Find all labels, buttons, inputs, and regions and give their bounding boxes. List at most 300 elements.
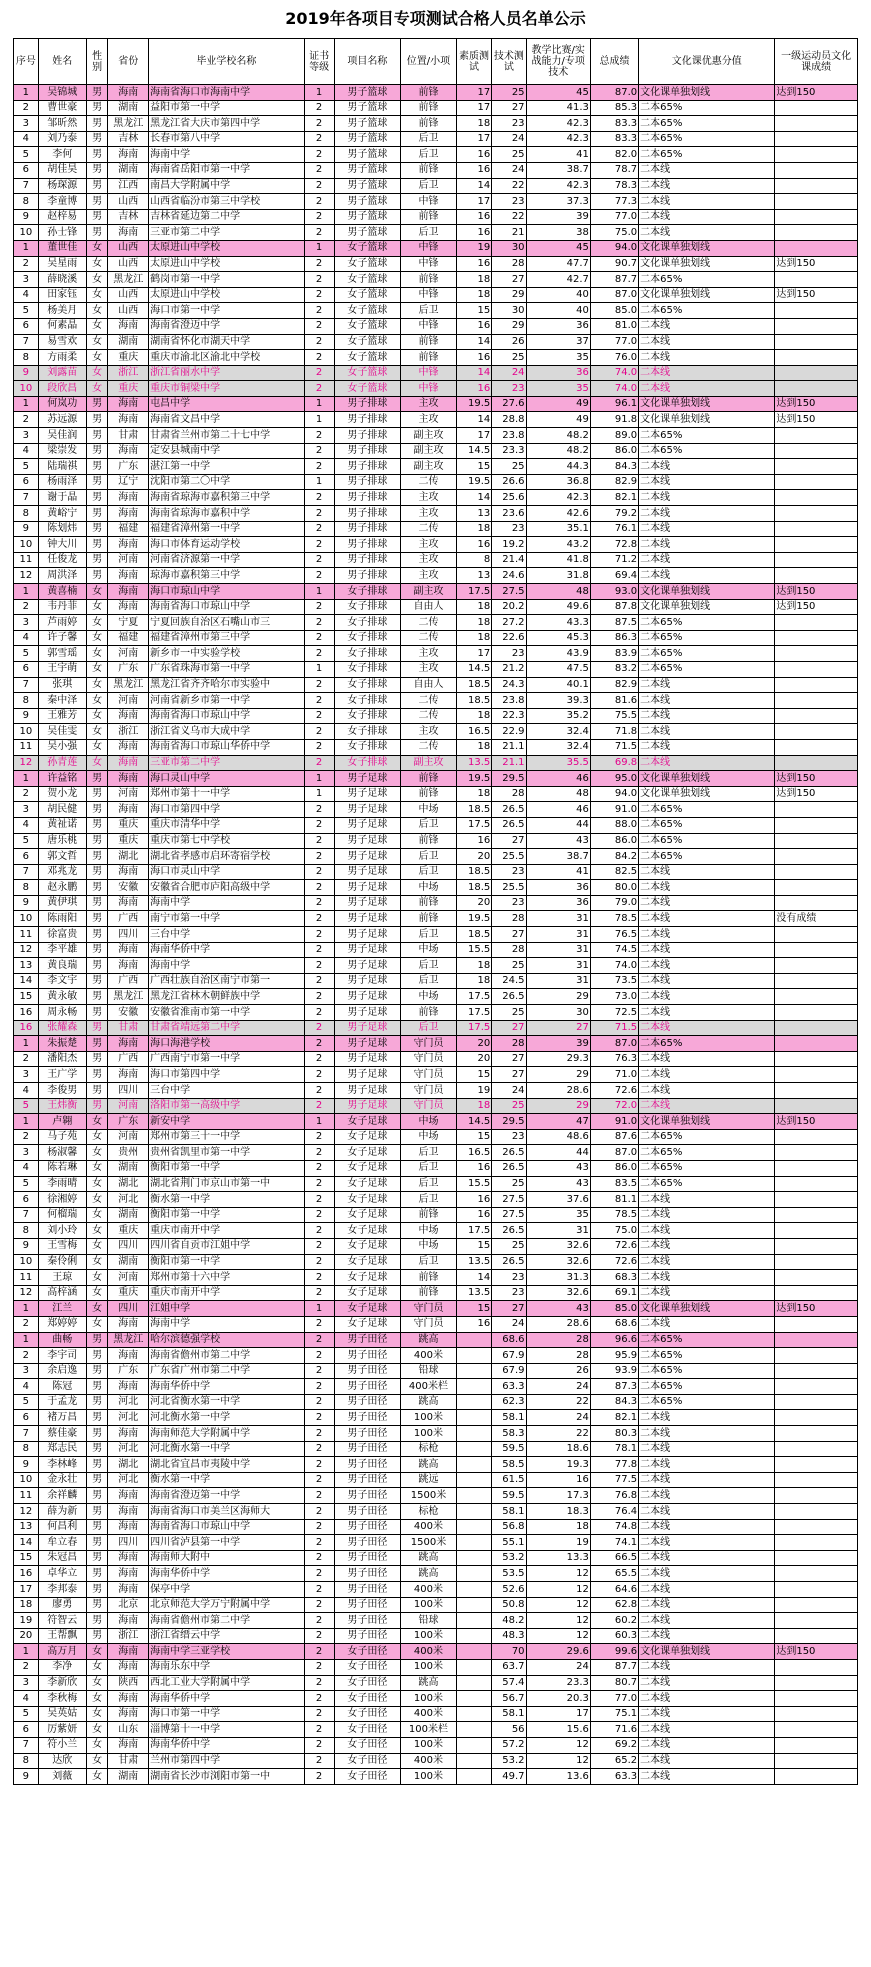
cell-province: 海南 <box>108 1426 149 1442</box>
cell-name: 黄永敏 <box>38 989 86 1005</box>
table-row <box>14 100 858 116</box>
cell-match-score: 31 <box>526 1223 590 1239</box>
cell-gender: 男 <box>86 864 107 880</box>
header-seq: 序号 <box>14 39 39 85</box>
cell-school: 海南省岳阳市第一中学 <box>149 162 305 178</box>
cell-total-score: 84.3 <box>590 1394 638 1410</box>
cell-position: 副主攻 <box>401 459 457 475</box>
cell-match-score: 44 <box>526 817 590 833</box>
table-row <box>14 1254 858 1270</box>
cell-seq: 9 <box>14 1769 39 1785</box>
cell-total-score: 83.9 <box>590 646 638 662</box>
cell-skill-score: 56 <box>492 1722 526 1738</box>
cell-fitness-score <box>456 1472 491 1488</box>
cell-cert-level: 2 <box>304 1176 334 1192</box>
cell-skill-score: 20.2 <box>492 599 526 615</box>
cell-match-score: 32.6 <box>526 1254 590 1270</box>
cell-fitness-score: 13.5 <box>456 1254 491 1270</box>
cell-gender: 男 <box>86 1379 107 1395</box>
cell-gender: 男 <box>86 506 107 522</box>
cell-culture-score <box>775 131 858 147</box>
table-row <box>14 506 858 522</box>
table-row <box>14 739 858 755</box>
cell-position: 自由人 <box>401 677 457 693</box>
cell-gender: 男 <box>86 1036 107 1052</box>
cell-total-score: 76.0 <box>590 350 638 366</box>
cell-culture-score <box>775 116 858 132</box>
cell-fitness-score <box>456 1582 491 1598</box>
cell-culture-score <box>775 1613 858 1629</box>
cell-fitness-score <box>456 1706 491 1722</box>
cell-gender: 女 <box>86 630 107 646</box>
cell-fitness-score: 16 <box>456 1192 491 1208</box>
cell-culture-bonus: 二本线 <box>639 1769 775 1785</box>
cell-name: 卢翱 <box>38 1114 86 1130</box>
cell-fitness-score: 15 <box>456 1129 491 1145</box>
cell-total-score: 95.0 <box>590 771 638 787</box>
cell-cert-level: 2 <box>304 1285 334 1301</box>
cell-cert-level: 2 <box>304 303 334 319</box>
cell-culture-bonus: 二本线 <box>639 1566 775 1582</box>
cell-position: 1500米 <box>401 1535 457 1551</box>
cell-position: 副主攻 <box>401 584 457 600</box>
cell-seq: 10 <box>14 1254 39 1270</box>
cell-total-score: 65.5 <box>590 1566 638 1582</box>
cell-fitness-score: 17.5 <box>456 817 491 833</box>
cell-skill-score: 28 <box>492 911 526 927</box>
cell-culture-bonus: 文化课单独划线 <box>639 85 775 101</box>
cell-event: 女子排球 <box>334 708 400 724</box>
cell-culture-bonus: 二本线 <box>639 942 775 958</box>
cell-school: 衡阳市第一中学 <box>149 1207 305 1223</box>
cell-culture-score <box>775 880 858 896</box>
cell-school: 湖北省宜昌市夷陵中学 <box>149 1457 305 1473</box>
cell-culture-score <box>775 1160 858 1176</box>
cell-province: 四川 <box>108 1238 149 1254</box>
cell-match-score: 23.3 <box>526 1675 590 1691</box>
cell-fitness-score: 19.5 <box>456 911 491 927</box>
cell-total-score: 76.8 <box>590 1488 638 1504</box>
cell-school: 广西南宁市第一中学 <box>149 1051 305 1067</box>
cell-fitness-score: 8 <box>456 552 491 568</box>
cell-fitness-score <box>456 1722 491 1738</box>
cell-culture-score <box>775 849 858 865</box>
cell-position: 后卫 <box>401 927 457 943</box>
cell-name: 高万月 <box>38 1644 86 1660</box>
cell-event: 男子田径 <box>334 1441 400 1457</box>
cell-culture-score <box>775 1192 858 1208</box>
cell-position: 跳高 <box>401 1457 457 1473</box>
cell-seq: 6 <box>14 318 39 334</box>
cell-cert-level: 2 <box>304 1613 334 1629</box>
cell-total-score: 93.9 <box>590 1363 638 1379</box>
cell-culture-bonus: 二本65% <box>639 849 775 865</box>
cell-cert-level: 2 <box>304 1659 334 1675</box>
cell-match-score: 31 <box>526 911 590 927</box>
cell-match-score: 48.2 <box>526 428 590 444</box>
cell-skill-score: 27 <box>492 1301 526 1317</box>
cell-event: 男子篮球 <box>334 178 400 194</box>
cell-name: 李文宇 <box>38 973 86 989</box>
table-row <box>14 1535 858 1551</box>
table-row <box>14 958 858 974</box>
cell-match-score: 48.2 <box>526 443 590 459</box>
cell-event: 女子篮球 <box>334 350 400 366</box>
cell-match-score: 39 <box>526 1036 590 1052</box>
cell-school: 浙江省丽水中学 <box>149 365 305 381</box>
cell-name: 秦中泽 <box>38 693 86 709</box>
cell-culture-score <box>775 428 858 444</box>
cell-match-score: 43.2 <box>526 537 590 553</box>
cell-culture-bonus: 二本线 <box>639 1207 775 1223</box>
cell-province: 广东 <box>108 661 149 677</box>
cell-skill-score: 28.8 <box>492 412 526 428</box>
cell-school: 海南省海口市琼山中学 <box>149 599 305 615</box>
cell-name: 陈雨阳 <box>38 911 86 927</box>
cell-culture-bonus: 二本线 <box>639 209 775 225</box>
cell-culture-bonus: 二本线 <box>639 552 775 568</box>
cell-fitness-score <box>456 1519 491 1535</box>
cell-culture-bonus: 文化课单独划线 <box>639 1301 775 1317</box>
cell-culture-score <box>775 1238 858 1254</box>
cell-fitness-score: 18 <box>456 287 491 303</box>
cell-school: 海口市第四中学 <box>149 802 305 818</box>
cell-name: 孙青莲 <box>38 755 86 771</box>
cell-culture-bonus: 二本线 <box>639 989 775 1005</box>
cell-skill-score: 27.5 <box>492 1207 526 1223</box>
table-row <box>14 1644 858 1660</box>
cell-gender: 女 <box>86 1114 107 1130</box>
cell-match-score: 32.4 <box>526 724 590 740</box>
cell-seq: 3 <box>14 802 39 818</box>
cell-fitness-score <box>456 1332 491 1348</box>
cell-culture-score <box>775 1675 858 1691</box>
cell-culture-bonus: 二本线 <box>639 521 775 537</box>
cell-culture-bonus: 二本65% <box>639 1394 775 1410</box>
cell-name: 徐湘婷 <box>38 1192 86 1208</box>
cell-position: 主攻 <box>401 396 457 412</box>
cell-cert-level: 2 <box>304 459 334 475</box>
cell-province: 吉林 <box>108 209 149 225</box>
cell-seq: 17 <box>14 1582 39 1598</box>
cell-school: 海南中学 <box>149 958 305 974</box>
cell-fitness-score: 18.5 <box>456 693 491 709</box>
cell-province: 河南 <box>108 1098 149 1114</box>
header-name: 姓名 <box>38 39 86 85</box>
cell-total-score: 84.2 <box>590 849 638 865</box>
cell-province: 湖南 <box>108 1207 149 1223</box>
cell-skill-score: 26.6 <box>492 474 526 490</box>
cell-province: 湖南 <box>108 1769 149 1785</box>
cell-total-score: 77.5 <box>590 1472 638 1488</box>
cell-school: 海口市第一中学 <box>149 1706 305 1722</box>
cell-match-score: 24 <box>526 1410 590 1426</box>
cell-fitness-score: 16 <box>456 209 491 225</box>
cell-province: 山东 <box>108 1722 149 1738</box>
cell-gender: 男 <box>86 1628 107 1644</box>
cell-seq: 9 <box>14 1238 39 1254</box>
cell-name: 邓兆龙 <box>38 864 86 880</box>
cell-school: 海口市体育运动学校 <box>149 537 305 553</box>
cell-gender: 女 <box>86 646 107 662</box>
cell-culture-score <box>775 1597 858 1613</box>
cell-fitness-score <box>456 1535 491 1551</box>
header-position: 位置/小项 <box>401 39 457 85</box>
cell-province: 海南 <box>108 147 149 163</box>
cell-name: 廖勇 <box>38 1597 86 1613</box>
cell-fitness-score: 15.5 <box>456 1176 491 1192</box>
cell-position: 400米栏 <box>401 1379 457 1395</box>
cell-culture-score <box>775 443 858 459</box>
cell-position: 前锋 <box>401 1270 457 1286</box>
cell-match-score: 43.9 <box>526 646 590 662</box>
cell-school: 广西壮族自治区南宁市第一 <box>149 973 305 989</box>
cell-skill-score: 24 <box>492 1316 526 1332</box>
cell-cert-level: 2 <box>304 864 334 880</box>
cell-culture-bonus: 二本线 <box>639 1238 775 1254</box>
cell-cert-level: 2 <box>304 521 334 537</box>
cell-school: 河南省新乡市第一中学 <box>149 693 305 709</box>
cell-culture-score <box>775 1504 858 1520</box>
cell-skill-score: 25 <box>492 1176 526 1192</box>
cell-fitness-score: 13.5 <box>456 755 491 771</box>
cell-position: 1500米 <box>401 1488 457 1504</box>
cell-culture-score <box>775 1254 858 1270</box>
cell-name: 苏远源 <box>38 412 86 428</box>
cell-seq: 7 <box>14 864 39 880</box>
cell-event: 女子田径 <box>334 1722 400 1738</box>
cell-name: 朱振楚 <box>38 1036 86 1052</box>
cell-name: 李林峰 <box>38 1457 86 1473</box>
cell-school: 洛阳市第一高级中学 <box>149 1098 305 1114</box>
cell-school: 定安县城南中学 <box>149 443 305 459</box>
cell-skill-score: 25 <box>492 459 526 475</box>
table-row <box>14 661 858 677</box>
cell-total-score: 74.0 <box>590 365 638 381</box>
cell-event: 女子田径 <box>334 1737 400 1753</box>
cell-culture-bonus: 二本线 <box>639 1613 775 1629</box>
cell-cert-level: 1 <box>304 771 334 787</box>
cell-gender: 女 <box>86 1737 107 1753</box>
cell-match-score: 47.5 <box>526 661 590 677</box>
cell-fitness-score: 17 <box>456 100 491 116</box>
cell-skill-score: 50.8 <box>492 1597 526 1613</box>
cell-name: 梁崇发 <box>38 443 86 459</box>
cell-name: 达欣 <box>38 1753 86 1769</box>
cell-total-score: 82.1 <box>590 490 638 506</box>
cell-province: 甘肃 <box>108 1753 149 1769</box>
cell-culture-bonus: 二本线 <box>639 1020 775 1036</box>
cell-fitness-score: 16 <box>456 537 491 553</box>
cell-culture-bonus: 二本线 <box>639 1426 775 1442</box>
cell-skill-score: 28 <box>492 1036 526 1052</box>
cell-event: 男子足球 <box>334 1098 400 1114</box>
cell-match-score: 31 <box>526 973 590 989</box>
cell-school: 黑龙江省齐齐哈尔市实验中 <box>149 677 305 693</box>
cell-gender: 女 <box>86 318 107 334</box>
cell-position: 后卫 <box>401 973 457 989</box>
cell-event: 女子足球 <box>334 1316 400 1332</box>
cell-culture-bonus: 文化课单独划线 <box>639 1644 775 1660</box>
cell-gender: 女 <box>86 1675 107 1691</box>
cell-fitness-score: 17 <box>456 194 491 210</box>
cell-name: 李宇司 <box>38 1348 86 1364</box>
cell-event: 女子排球 <box>334 755 400 771</box>
cell-gender: 男 <box>86 833 107 849</box>
cell-culture-bonus: 二本线 <box>639 350 775 366</box>
cell-event: 男子排球 <box>334 552 400 568</box>
cell-seq: 3 <box>14 1675 39 1691</box>
cell-fitness-score <box>456 1550 491 1566</box>
cell-skill-score: 23.6 <box>492 506 526 522</box>
cell-province: 海南 <box>108 895 149 911</box>
cell-seq: 1 <box>14 1036 39 1052</box>
cell-event: 男子足球 <box>334 1067 400 1083</box>
cell-skill-score: 67.9 <box>492 1363 526 1379</box>
cell-skill-score: 24.5 <box>492 973 526 989</box>
cell-cert-level: 2 <box>304 927 334 943</box>
cell-school: 湛江第一中学 <box>149 459 305 475</box>
cell-skill-score: 53.2 <box>492 1753 526 1769</box>
cell-fitness-score: 14 <box>456 334 491 350</box>
cell-position: 100米 <box>401 1597 457 1613</box>
cell-total-score: 91.8 <box>590 412 638 428</box>
cell-seq: 14 <box>14 973 39 989</box>
cell-gender: 女 <box>86 599 107 615</box>
cell-school: 新安中学 <box>149 1114 305 1130</box>
cell-seq: 9 <box>14 521 39 537</box>
cell-cert-level: 1 <box>304 1301 334 1317</box>
cell-match-score: 31 <box>526 942 590 958</box>
cell-position: 100米 <box>401 1737 457 1753</box>
cell-province: 海南 <box>108 802 149 818</box>
cell-fitness-score <box>456 1628 491 1644</box>
cell-province: 河北 <box>108 1441 149 1457</box>
cell-name: 马子苑 <box>38 1129 86 1145</box>
cell-event: 女子排球 <box>334 724 400 740</box>
table-row <box>14 584 858 600</box>
cell-province: 重庆 <box>108 381 149 397</box>
cell-gender: 男 <box>86 131 107 147</box>
cell-skill-score: 25 <box>492 958 526 974</box>
cell-position: 前锋 <box>401 1285 457 1301</box>
table-row <box>14 537 858 553</box>
cell-culture-score <box>775 1519 858 1535</box>
cell-total-score: 72.6 <box>590 1254 638 1270</box>
cell-cert-level: 2 <box>304 739 334 755</box>
cell-province: 黑龙江 <box>108 272 149 288</box>
cell-cert-level: 2 <box>304 1005 334 1021</box>
cell-province: 福建 <box>108 630 149 646</box>
table-row <box>14 1285 858 1301</box>
cell-culture-score <box>775 1394 858 1410</box>
cell-seq: 3 <box>14 1145 39 1161</box>
header-culture-bonus: 文化课优惠分值 <box>639 39 775 85</box>
cell-fitness-score: 17.5 <box>456 584 491 600</box>
cell-culture-bonus: 二本线 <box>639 1535 775 1551</box>
cell-school: 广东省广州市第二中学 <box>149 1363 305 1379</box>
cell-total-score: 96.1 <box>590 396 638 412</box>
cell-seq: 4 <box>14 817 39 833</box>
cell-province: 重庆 <box>108 1223 149 1239</box>
table-row <box>14 1005 858 1021</box>
cell-cert-level: 2 <box>304 599 334 615</box>
cell-culture-bonus: 二本线 <box>639 225 775 241</box>
cell-culture-bonus: 二本线 <box>639 318 775 334</box>
cell-cert-level: 2 <box>304 443 334 459</box>
cell-province: 海南 <box>108 755 149 771</box>
cell-cert-level: 1 <box>304 474 334 490</box>
cell-event: 男子足球 <box>334 802 400 818</box>
cell-match-score: 12 <box>526 1628 590 1644</box>
cell-culture-score <box>775 318 858 334</box>
cell-total-score: 83.5 <box>590 1176 638 1192</box>
cell-gender: 男 <box>86 1348 107 1364</box>
cell-position: 后卫 <box>401 178 457 194</box>
cell-name: 李俊男 <box>38 1083 86 1099</box>
cell-culture-bonus: 二本65% <box>639 116 775 132</box>
cell-cert-level: 2 <box>304 552 334 568</box>
cell-fitness-score: 18 <box>456 272 491 288</box>
cell-match-score: 41.3 <box>526 100 590 116</box>
cell-event: 男子篮球 <box>334 100 400 116</box>
cell-seq: 5 <box>14 1706 39 1722</box>
cell-gender: 男 <box>86 147 107 163</box>
cell-school: 湖南省长沙市浏阳市第一中 <box>149 1769 305 1785</box>
cell-event: 男子田径 <box>334 1457 400 1473</box>
cell-skill-score: 55.1 <box>492 1535 526 1551</box>
cell-position: 100米 <box>401 1691 457 1707</box>
cell-name: 李净 <box>38 1659 86 1675</box>
cell-fitness-score: 17.5 <box>456 1005 491 1021</box>
cell-gender: 女 <box>86 1207 107 1223</box>
table-row <box>14 849 858 865</box>
cell-seq: 2 <box>14 1051 39 1067</box>
cell-seq: 1 <box>14 584 39 600</box>
cell-province: 海南 <box>108 1613 149 1629</box>
cell-match-score: 38.7 <box>526 849 590 865</box>
cell-fitness-score: 16.5 <box>456 724 491 740</box>
cell-fitness-score: 19.5 <box>456 474 491 490</box>
cell-total-score: 78.5 <box>590 1207 638 1223</box>
cell-skill-score: 22.3 <box>492 708 526 724</box>
header-cert-level: 证书等级 <box>304 39 334 85</box>
cell-school: 海南省海口市海南中学 <box>149 85 305 101</box>
cell-total-score: 96.6 <box>590 1332 638 1348</box>
cell-province: 广西 <box>108 1051 149 1067</box>
cell-event: 男子足球 <box>334 973 400 989</box>
cell-gender: 男 <box>86 802 107 818</box>
cell-province: 黑龙江 <box>108 677 149 693</box>
cell-skill-score: 26.5 <box>492 1145 526 1161</box>
cell-province: 黑龙江 <box>108 989 149 1005</box>
cell-gender: 女 <box>86 303 107 319</box>
cell-school: 海南华侨中学 <box>149 1566 305 1582</box>
cell-seq: 9 <box>14 365 39 381</box>
cell-gender: 女 <box>86 256 107 272</box>
cell-school: 重庆市第七中学校 <box>149 833 305 849</box>
cell-fitness-score: 19.5 <box>456 396 491 412</box>
cell-seq: 11 <box>14 1270 39 1286</box>
cell-name: 卓华立 <box>38 1566 86 1582</box>
cell-seq: 4 <box>14 1083 39 1099</box>
cell-fitness-score: 18.5 <box>456 677 491 693</box>
table-row <box>14 225 858 241</box>
cell-match-score: 18 <box>526 1519 590 1535</box>
cell-culture-bonus: 二本线 <box>639 864 775 880</box>
cell-event: 女子足球 <box>334 1192 400 1208</box>
cell-match-score: 44.3 <box>526 459 590 475</box>
